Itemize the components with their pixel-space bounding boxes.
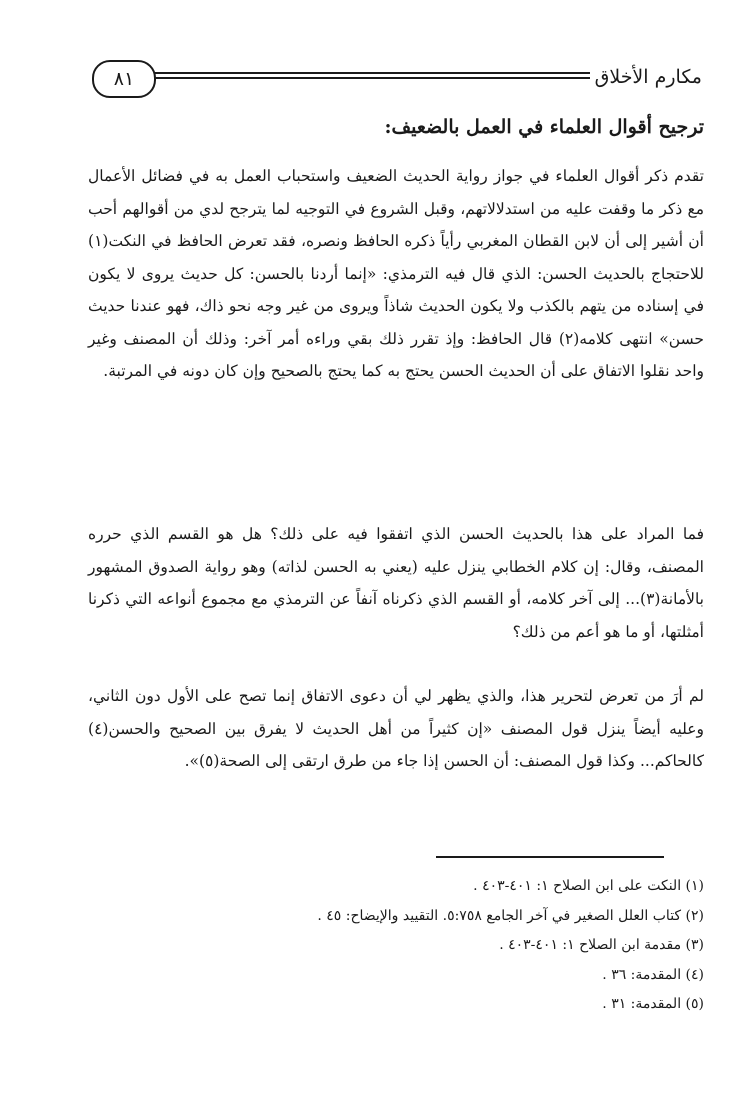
footnote: (٢) كتاب العلل الصغير في آخر الجامع ٥:٧٥٨. التقييد والإيضاح: ٤٥ .	[317, 907, 704, 924]
header-rule	[154, 72, 590, 84]
footnote: (٣) مقدمة ابن الصلاح ١: ٤٠١-٤٠٣ .	[499, 937, 704, 953]
paragraph: تقدم ذكر أقوال العلماء في جواز رواية الحديث الضعيف واستحباب العمل به في فضائل الأعمال مع ذكر ما وقفت عليه من استدلالاتهم، وقبل الشروع في التوجيه لما يترجح لدي من أقوالهم أحب أن أشير إلى أن لابن القطان المغربي رأياً ذكره الحافظ ونصره، فقد تعرض الحافظ في النكت(١) للاحتجاج بالحديث الحسن: الذي قال فيه الترمذي: «إنما أردنا بالحسن: كل حديث يروى لا يكون في إسناده من يتهم بالكذب ولا يكون الحديث شاذاً ويروى من غير وجه نحو ذاك، فهو عندنا حديث حسن» انتهى كلامه(٢) قال الحافظ: وإذ تقرر ذلك بقي وراءه أمر آخر: وذلك أن المصنف وغير واحد نقلوا الاتفاق على أن الحديث الحسن يحتج به كما يحتج بالصحيح وإن كان دونه في المرتبة.	[88, 167, 704, 380]
section-heading: ترجيح أقوال العلماء في العمل بالضعيف:	[384, 116, 704, 138]
paragraph: لم أرَ من تعرض لتحرير هذا، والذي يظهر لي أن دعوى الاتفاق إنما تصح على الأول دون الثاني، وعليه أيضاً ينزل قول المصنف «إن كثيراً من أهل الحديث لا يفرق بين الصحيح والحسن(٤) كالحاكم... وكذا قول المصنف: أن الحسن إذا جاء من طرق ارتقى إلى الصحة(٥)».	[88, 687, 704, 770]
footnote: (٤) المقدمة: ٣٦ .	[602, 966, 704, 983]
page-number: ٨١	[92, 60, 156, 98]
paragraph: فما المراد على هذا بالحديث الحسن الذي اتفقوا فيه على ذلك؟ هل هو القسم الذي حرره المصنف، وقال: إن كلام الخطابي ينزل عليه (يعني به الحسن لذاته) وهو رواية الصدوق المشهور بالأمانة(٣)... إلى آخر كلامه، أو القسم الذي ذكرناه آنفاً عن الترمذي مع مجموع أنواعه التي ذكرنا أمثلتها، أو ما هو أعم من ذلك؟	[88, 525, 704, 641]
footnote-separator	[436, 856, 664, 858]
footnote: (١) النكت على ابن الصلاح ١: ٤٠١-٤٠٣ .	[473, 878, 704, 894]
book-title: مكارم الأخلاق	[594, 66, 702, 88]
footnotes	[317, 872, 704, 1020]
footnote: (٥) المقدمة: ٣١ .	[602, 996, 704, 1012]
running-header	[92, 60, 702, 100]
